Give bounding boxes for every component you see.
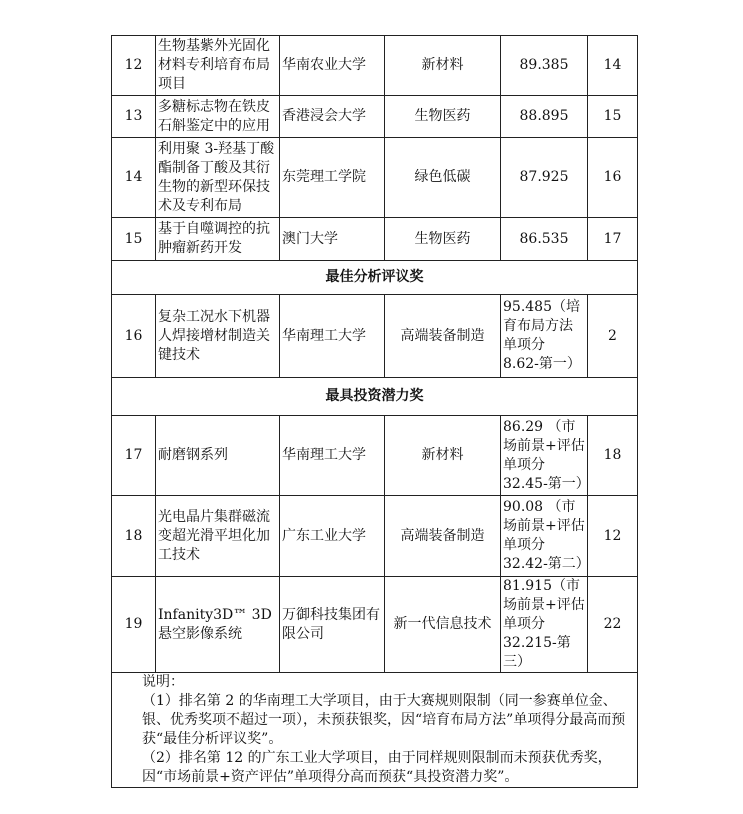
organization: 华南理工大学 <box>280 295 385 378</box>
section-title-investment: 最具投资潜力奖 <box>112 378 638 416</box>
table-row <box>112 96 638 138</box>
rank: 12 <box>588 496 638 577</box>
category: 新材料 <box>385 416 501 496</box>
row-number: 13 <box>112 96 156 138</box>
table-row <box>112 577 638 673</box>
row-number: 19 <box>112 577 156 673</box>
table-row <box>112 138 638 218</box>
category: 新一代信息技术 <box>385 577 501 673</box>
score: 89.385 <box>501 36 588 96</box>
table-row <box>112 295 638 378</box>
organization: 华南理工大学 <box>280 416 385 496</box>
rank: 2 <box>588 295 638 378</box>
organization: 广东工业大学 <box>280 496 385 577</box>
section-row <box>112 378 638 416</box>
note-2: （2）排名第 12 的广东工业大学项目，由于同样规则限制而未预获优秀奖，因“市场前景+资产评估”单项得分高而预获“具投资潜力奖”。 <box>142 750 612 785</box>
section-title-analysis: 最佳分析评议奖 <box>112 261 638 295</box>
score: 88.895 <box>501 96 588 138</box>
table-row <box>112 218 638 261</box>
project-name: Infanity3D™ 3D 悬空影像系统 <box>156 577 280 673</box>
rank: 18 <box>588 416 638 496</box>
table-row <box>112 416 638 496</box>
project-name: 耐磨钢系列 <box>156 416 280 496</box>
awards-table <box>111 35 638 788</box>
score: 81.915（市场前景+评估单项分 32.215-第三） <box>501 577 588 673</box>
category: 生物医药 <box>385 218 501 261</box>
project-name: 复杂工况水下机器人焊接增材制造关键技术 <box>156 295 280 378</box>
organization: 香港浸会大学 <box>280 96 385 138</box>
organization: 东莞理工学院 <box>280 138 385 218</box>
section-row <box>112 261 638 295</box>
category: 高端装备制造 <box>385 295 501 378</box>
score: 87.925 <box>501 138 588 218</box>
score: 86.535 <box>501 218 588 261</box>
notes-row <box>112 673 638 788</box>
score: 90.08 （市场前景+评估单项分 32.42-第二） <box>501 496 588 577</box>
project-name: 生物基紫外光固化材料专利培育布局项目 <box>156 36 280 96</box>
category: 绿色低碳 <box>385 138 501 218</box>
row-number: 18 <box>112 496 156 577</box>
project-name: 多糖标志物在铁皮石斛鉴定中的应用 <box>156 96 280 138</box>
organization: 澳门大学 <box>280 218 385 261</box>
project-name: 利用聚 3-羟基丁酸酯制备丁酸及其衍生物的新型环保技术及专利布局 <box>156 138 280 218</box>
row-number: 16 <box>112 295 156 378</box>
category: 新材料 <box>385 36 501 96</box>
rank: 17 <box>588 218 638 261</box>
category: 高端装备制造 <box>385 496 501 577</box>
row-number: 17 <box>112 416 156 496</box>
category: 生物医药 <box>385 96 501 138</box>
row-number: 15 <box>112 218 156 261</box>
project-name: 基于自噬调控的抗肿瘤新药开发 <box>156 218 280 261</box>
row-number: 12 <box>112 36 156 96</box>
notes-cell <box>112 673 638 788</box>
score: 86.29 （市场前景+评估单项分 32.45-第一） <box>501 416 588 496</box>
rank: 14 <box>588 36 638 96</box>
rank: 15 <box>588 96 638 138</box>
rank: 22 <box>588 577 638 673</box>
note-1: （1）排名第 2 的华南理工大学项目，由于大赛规则限制（同一参赛单位金、银、优秀奖项不超过一项），未预获银奖，因“培育布局方法”单项得分最高而预获“最佳分析评议奖”。 <box>142 693 626 747</box>
organization: 万御科技集团有限公司 <box>280 577 385 673</box>
row-number: 14 <box>112 138 156 218</box>
rank: 16 <box>588 138 638 218</box>
project-name: 光电晶片集群磁流变超光滑平坦化加工技术 <box>156 496 280 577</box>
notes-title: 说明： <box>142 674 184 690</box>
organization: 华南农业大学 <box>280 36 385 96</box>
table-row <box>112 36 638 96</box>
table-row <box>112 496 638 577</box>
score: 95.485（培育布局方法单项分 8.62-第一） <box>501 295 588 378</box>
